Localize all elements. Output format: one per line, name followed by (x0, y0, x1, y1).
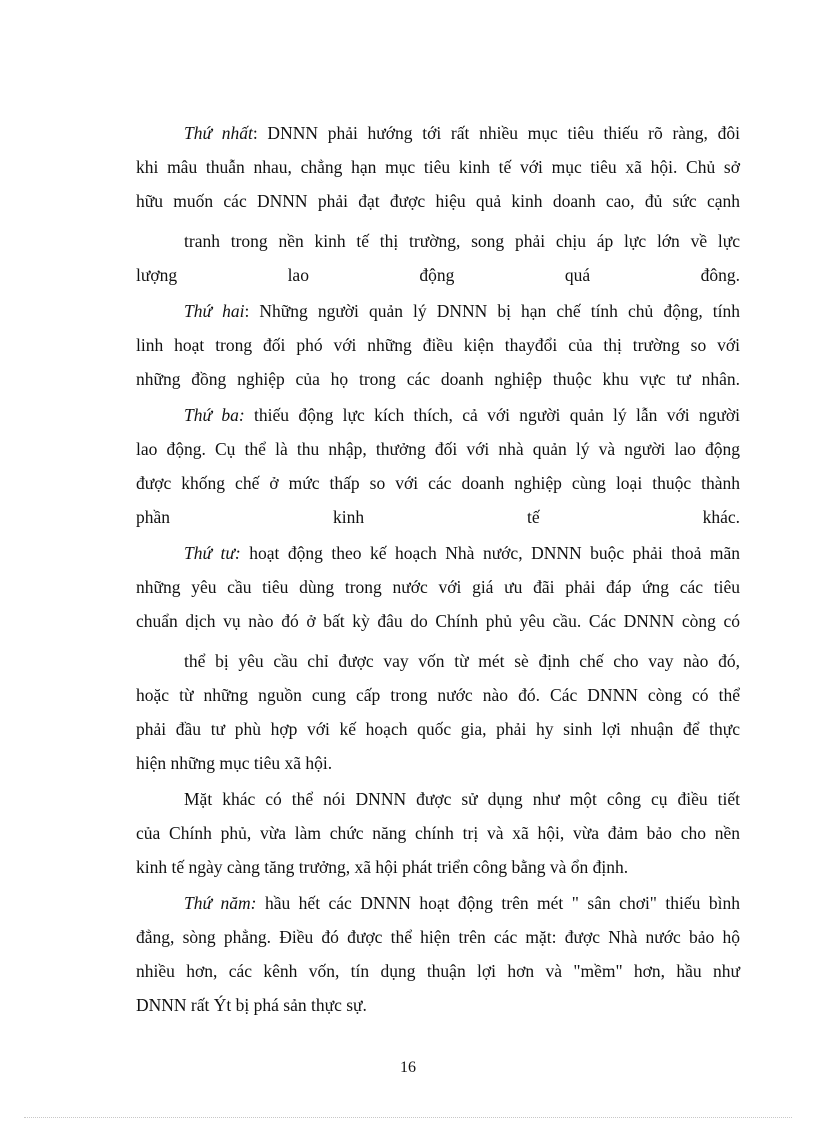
page-number: 16 (400, 1059, 416, 1076)
paragraph-mat-khac (136, 782, 740, 884)
paragraph-thu-nhat (136, 116, 740, 218)
text-line: phải đầu tư phù hợp với kế hoạch quốc gia, phải hy sinh lợi nhuận để thực (136, 719, 740, 739)
paragraph-label: Thứ hai (184, 301, 245, 321)
paragraph-continuation (136, 224, 740, 292)
paragraph-label: Thứ ba: (184, 405, 245, 425)
text-line: Mặt khác có thể nói DNNN được sử dụng như một công cụ điều tiết (184, 789, 740, 809)
text-line: được khống chế ở mức thấp so với các doanh nghiệp cùng loại thuộc thành (136, 473, 740, 493)
text-line: những yêu cầu tiêu dùng trong nước với giá ưu đãi phải đáp ứng các tiêu (136, 577, 740, 597)
paragraph-thu-hai (136, 294, 740, 396)
text-line: lượng lao động quá đông. (136, 265, 740, 285)
text-line: tranh trong nền kinh tế thị trường, song phải chịu áp lực lớn về lực (184, 231, 740, 251)
text-line: Thứ ba: thiếu động lực kích thích, cả với người quản lý lẫn với người (184, 405, 740, 425)
text-line: hữu muốn các DNNN phải đạt được hiệu quả kinh doanh cao, đủ sức cạnh (136, 191, 740, 211)
text-line: của Chính phủ, vừa làm chức năng chính trị và xã hội, vừa đảm bảo cho nền (136, 823, 740, 843)
paragraph-continuation (136, 644, 740, 780)
text-line: kinh tế ngày càng tăng trưởng, xã hội phát triển công bằng và ổn định. (136, 857, 629, 877)
text-line: khi mâu thuẫn nhau, chẳng hạn mục tiêu kinh tế với mục tiêu xã hội. Chủ sở (136, 157, 740, 177)
paragraph-thu-tu (136, 536, 740, 638)
text-line: DNNN rất Ýt bị phá sản thực sự. (136, 995, 367, 1015)
page-edge-divider (24, 1117, 792, 1118)
text-line: nhiều hơn, các kênh vốn, tín dụng thuận lợi hơn và "mềm" hơn, hầu như (136, 961, 740, 981)
text-line: những đồng nghiệp của họ trong các doanh nghiệp thuộc khu vực tư nhân. (136, 369, 740, 389)
text-line: Thứ nhất: DNNN phải hướng tới rất nhiều mục tiêu thiếu rõ ràng, đôi (184, 123, 741, 143)
body-text (136, 116, 740, 1022)
text-line: phần kinh tế khác. (136, 507, 740, 527)
text-line: thể bị yêu cầu chỉ được vay vốn từ mét sè định chế cho vay nào đó, (184, 651, 740, 671)
text-line: hoặc từ những nguồn cung cấp trong nước nào đó. Các DNNN còng có thể (136, 685, 740, 705)
text-line: Thứ năm: hầu hết các DNNN hoạt động trên mét " sân chơi" thiếu bình (184, 893, 740, 913)
text-line: linh hoạt trong đối phó với những điều kiện thayđổi của thị trường so với (136, 335, 740, 355)
paragraph-label: Thứ nhất (184, 123, 253, 143)
text-line: hiện những mục tiêu xã hội. (136, 753, 333, 773)
paragraph-label: Thứ năm: (184, 893, 257, 913)
paragraph-thu-ba (136, 398, 740, 534)
text-line: Thứ tư: hoạt động theo kế hoạch Nhà nước, DNNN buộc phải thoả mãn (184, 543, 740, 563)
text-line: đẳng, sòng phẳng. Điều đó được thể hiện trên các mặt: được Nhà nước bảo hộ (136, 927, 740, 947)
paragraph-thu-nam (136, 886, 740, 1022)
text-line: chuẩn dịch vụ nào đó ở bất kỳ đâu do Chính phủ yêu cầu. Các DNNN còng có (136, 611, 740, 631)
text-line: Thứ hai: Những người quản lý DNNN bị hạn chế tính chủ động, tính (184, 301, 740, 321)
text-line: lao động. Cụ thể là thu nhập, thưởng đối với nhà quản lý và người lao động (136, 439, 740, 459)
paragraph-label: Thứ tư: (184, 543, 241, 563)
